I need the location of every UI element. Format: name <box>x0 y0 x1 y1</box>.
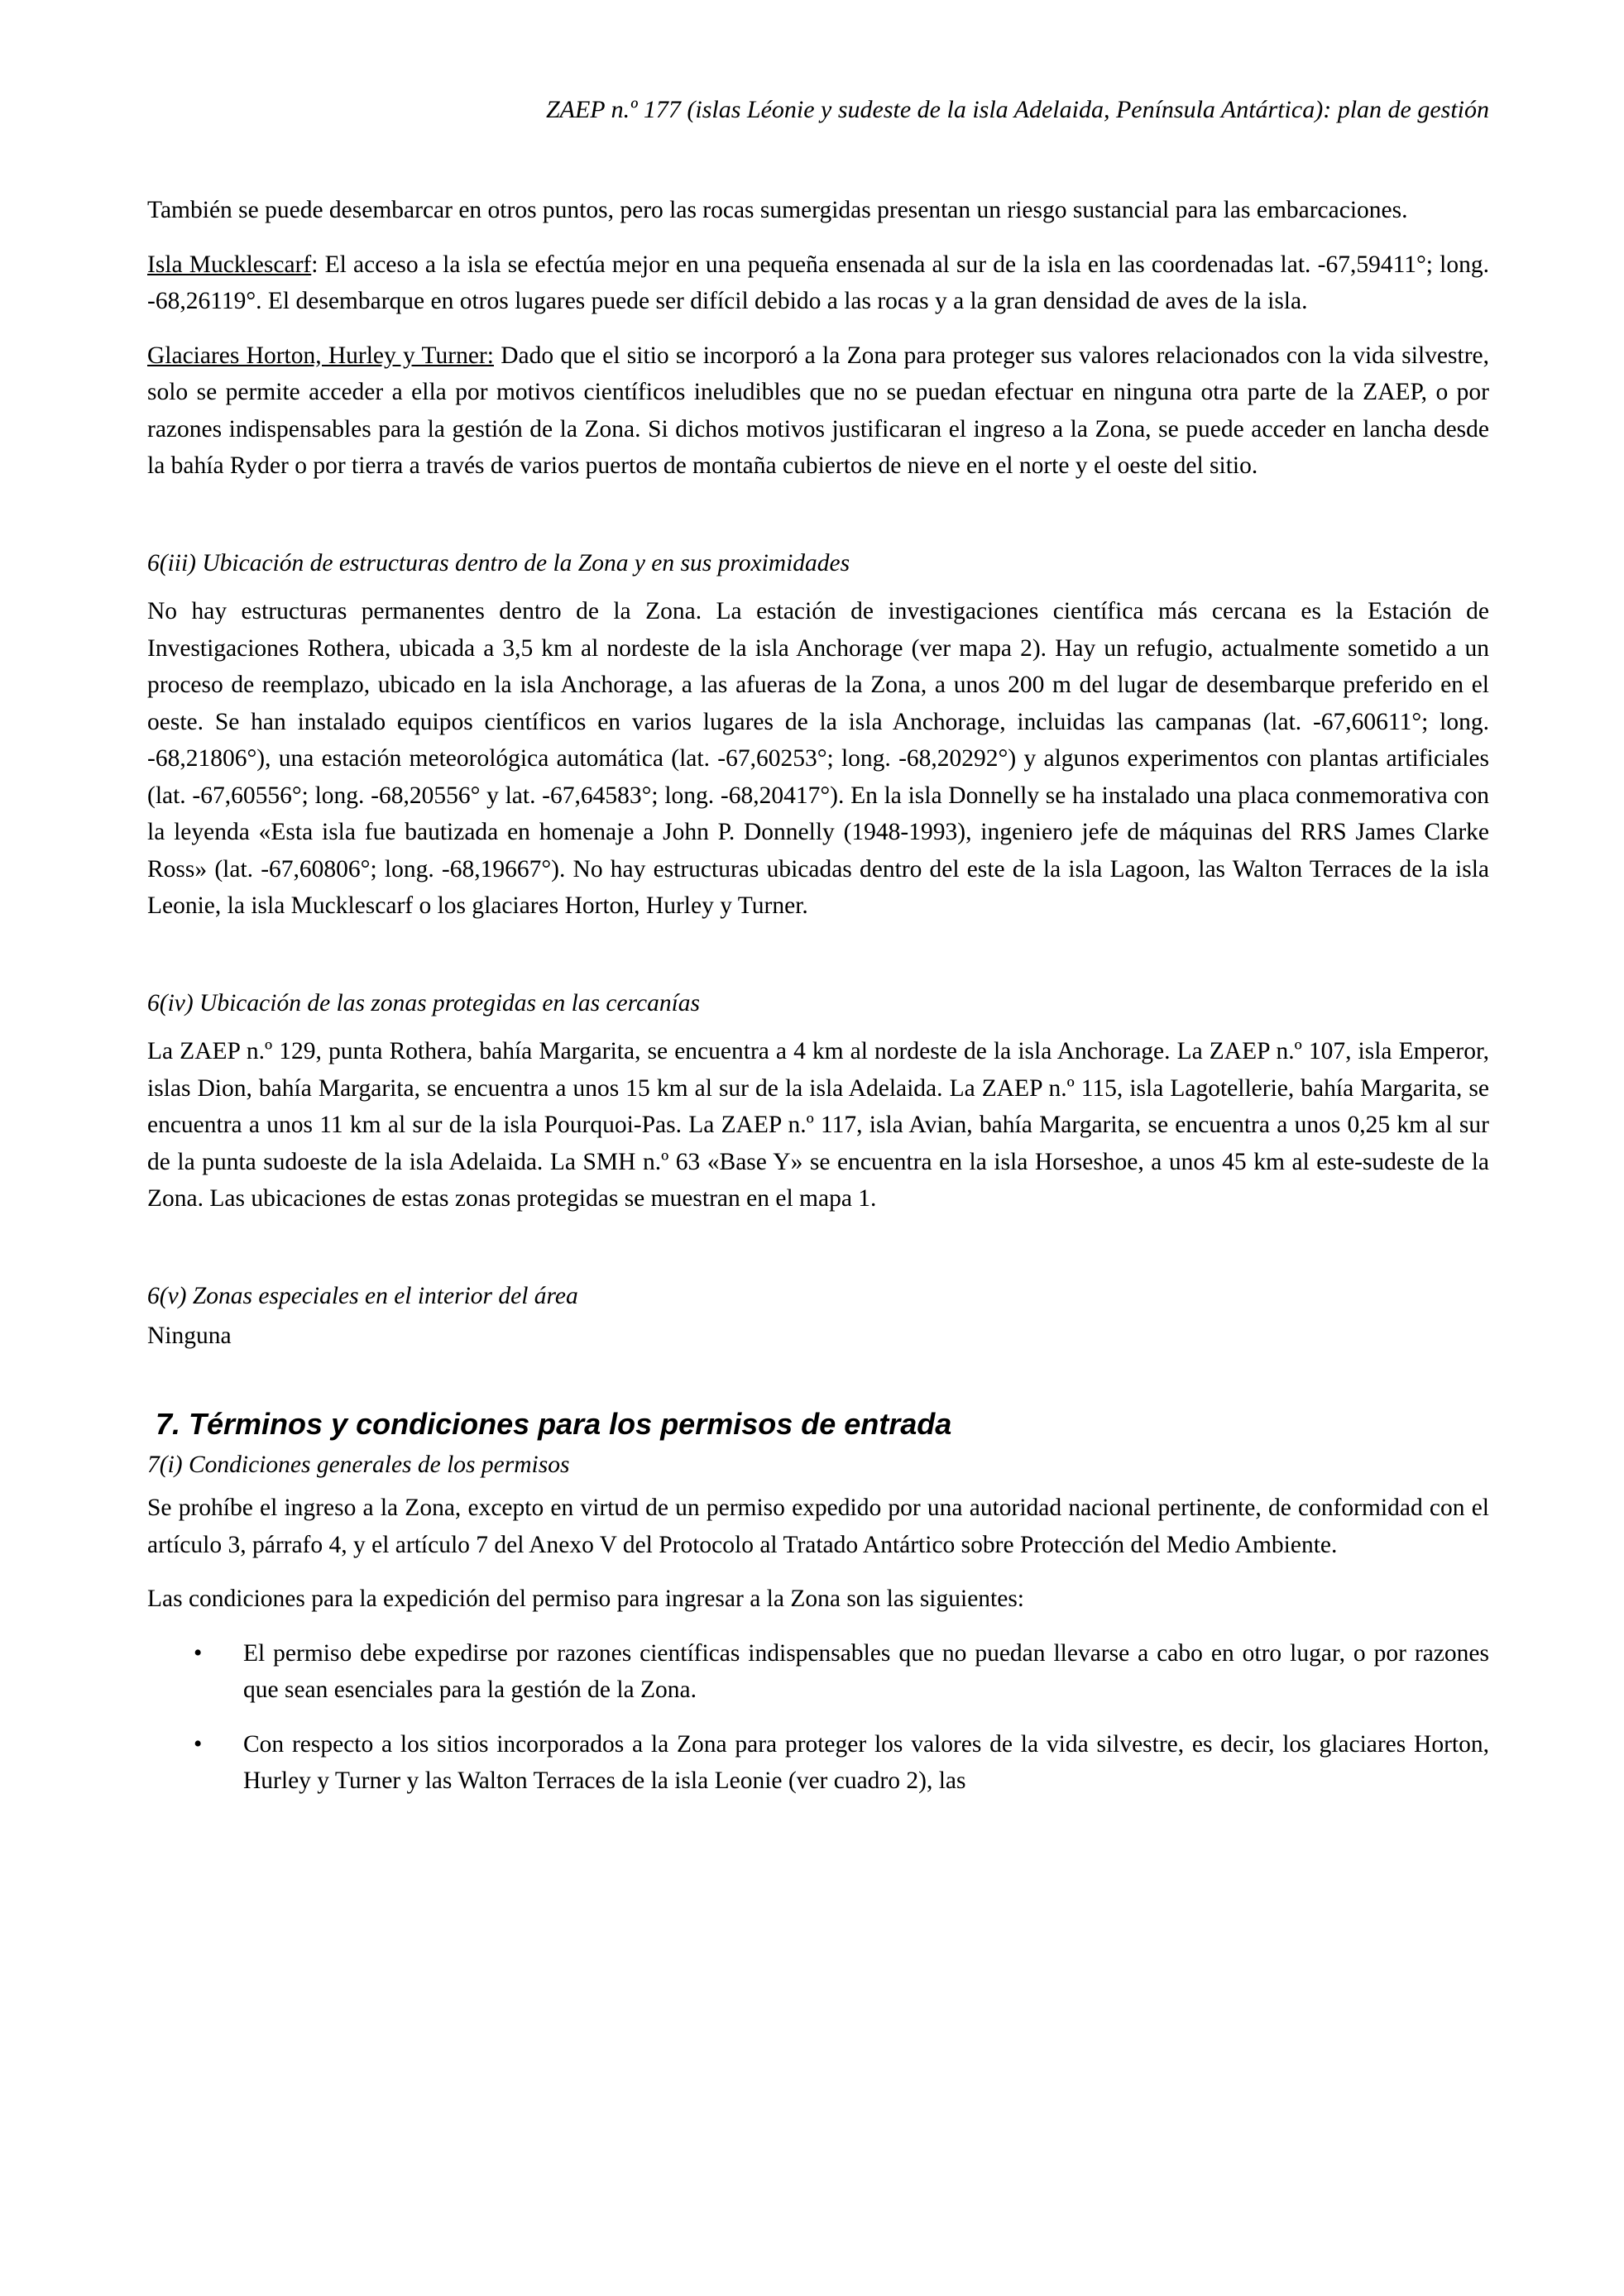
bullet-list <box>147 1635 1489 1800</box>
list-item <box>147 1635 1489 1709</box>
list-item-text: El permiso debe expedirse por razones científicas indispensables que no puedan llevarse a cabo en otro lugar, o por razones que sean esenciales para la gestión de la Zona. <box>243 1639 1489 1703</box>
paragraph-mucklescarf <box>147 246 1489 320</box>
bullet-icon: • <box>194 1730 203 1758</box>
section-heading-6v: 6(v) Zonas especiales en el interior del área <box>147 1282 578 1309</box>
paragraph: La ZAEP n.º 129, punta Rothera, bahía Margarita, se encuentra a 4 km al nordeste de la isla Anchorage. La ZAEP n.º 107, isla Emperor, islas Dion, bahía Margarita, se encuentra a unos 15 km al sur de la isla Adelaida. La ZAEP n.º 115, isla Lagotellerie, bahía Margarita, se encuentra a unos 11 km al sur de la isla Pourquoi-Pas. La ZAEP n.º 117, isla Avian, bahía Margarita, se encuentra a unos 0,25 km al sur de la punta sudoeste de la isla Adelaida. La SMH n.º 63 «Base Y» se encuentra en la isla Horseshoe, a unos 45 km al este-sudeste de la Zona. Las ubicaciones de estas zonas protegidas se muestran en el mapa 1. <box>147 1038 1489 1212</box>
section-heading-7: 7. Términos y condiciones para los permisos de entrada <box>156 1406 952 1441</box>
paragraph: Las condiciones para la expedición del permiso para ingresar a la Zona son las siguientes: <box>147 1586 1024 1612</box>
underlined-label: Glaciares Horton, Hurley y Turner: <box>147 342 494 369</box>
paragraph: No hay estructuras permanentes dentro de la Zona. La estación de investigaciones científica más cercana es la Estación de Investigaciones Rothera, ubicada a 3,5 km al nordeste de la isla Anchorage (ver mapa 2). Hay un refugio, actualmente sometido a un proceso de reemplazo, ubicado en la isla Anchorage, a las afueras de la Zona, a unos 200 m del lugar de desembarque preferido en el oeste. Se han instalado equipos científicos en varios lugares de la isla Anchorage, incluidas las campanas (lat. -67,60611°; long. -68,21806°), una estación meteorológica automática (lat. -67,60253°; long. -68,20292°) y algunos experimentos con plantas artificiales (lat. -67,60556°; long. -68,20556° y lat. -67,64583°; long. -68,20417°). En la isla Donnelly se ha instalado una placa conmemorativa con la leyenda «Esta isla fue bautizada en homenaje a John P. Donnelly (1948-1993), ingeniero jefe de máquinas del RRS James Clarke Ross» (lat. -67,60806°; long. -68,19667°). No hay estructuras ubicadas dentro del este de la isla Lagoon, las Walton Terraces de la isla Leonie, la isla Mucklescarf o los glaciares Horton, Hurley y Turner. <box>147 598 1489 919</box>
section-heading-6iii: 6(iii) Ubicación de estructuras dentro de la Zona y en sus proximidades <box>147 549 850 576</box>
paragraph-text: : El acceso a la isla se efectúa mejor en una pequeña ensenada al sur de la isla en las coordenadas lat. -67,59411°; long. -68,26119°. El desembarque en otros lugares puede ser difícil debido a las rocas y a la gran densidad de aves de la isla. <box>147 251 1489 314</box>
document-body <box>147 192 1489 1817</box>
paragraph-text: Dado que el sitio se incorporó a la Zona para proteger sus valores relacionados con la vida silvestre, solo se permite acceder a ella por motivos científicos ineludibles que no se puedan efectuar en ninguna otra parte de la ZAEP, o por razones indispensables para la gestión de la Zona. Si dichos motivos justificaran el ingreso a la Zona, se puede acceder en lancha desde la bahía Ryder o por tierra a través de varios puertos de montaña cubiertos de nieve en el norte y el oeste del sitio. <box>147 342 1489 479</box>
running-header: ZAEP n.º 177 (islas Léonie y sudeste de la isla Adelaida, Península Antártica): plan de gestión <box>545 96 1489 123</box>
paragraph: También se puede desembarcar en otros puntos, pero las rocas sumergidas presentan un riesgo sustancial para las embarcaciones. <box>147 197 1408 223</box>
underlined-label: Isla Mucklescarf <box>147 251 312 278</box>
paragraph: Se prohíbe el ingreso a la Zona, excepto en virtud de un permiso expedido por una autoridad nacional pertinente, de conformidad con el artículo 3, párrafo 4, y el artículo 7 del Anexo V del Protocolo al Tratado Antártico sobre Protección del Medio Ambiente. <box>147 1495 1489 1558</box>
paragraph-glaciares <box>147 337 1489 485</box>
bullet-icon: • <box>194 1639 203 1667</box>
paragraph: Ninguna <box>147 1323 232 1349</box>
section-heading-7i: 7(i) Condiciones generales de los permisos <box>147 1451 570 1478</box>
list-item <box>147 1726 1489 1800</box>
section-heading-6iv: 6(iv) Ubicación de las zonas protegidas en las cercanías <box>147 989 701 1016</box>
list-item-text: Con respecto a los sitios incorporados a la Zona para proteger los valores de la vida silvestre, es decir, los glaciares Horton, Hurley y Turner y las Walton Terraces de la isla Leonie (ver cuadro 2), las <box>243 1730 1489 1794</box>
